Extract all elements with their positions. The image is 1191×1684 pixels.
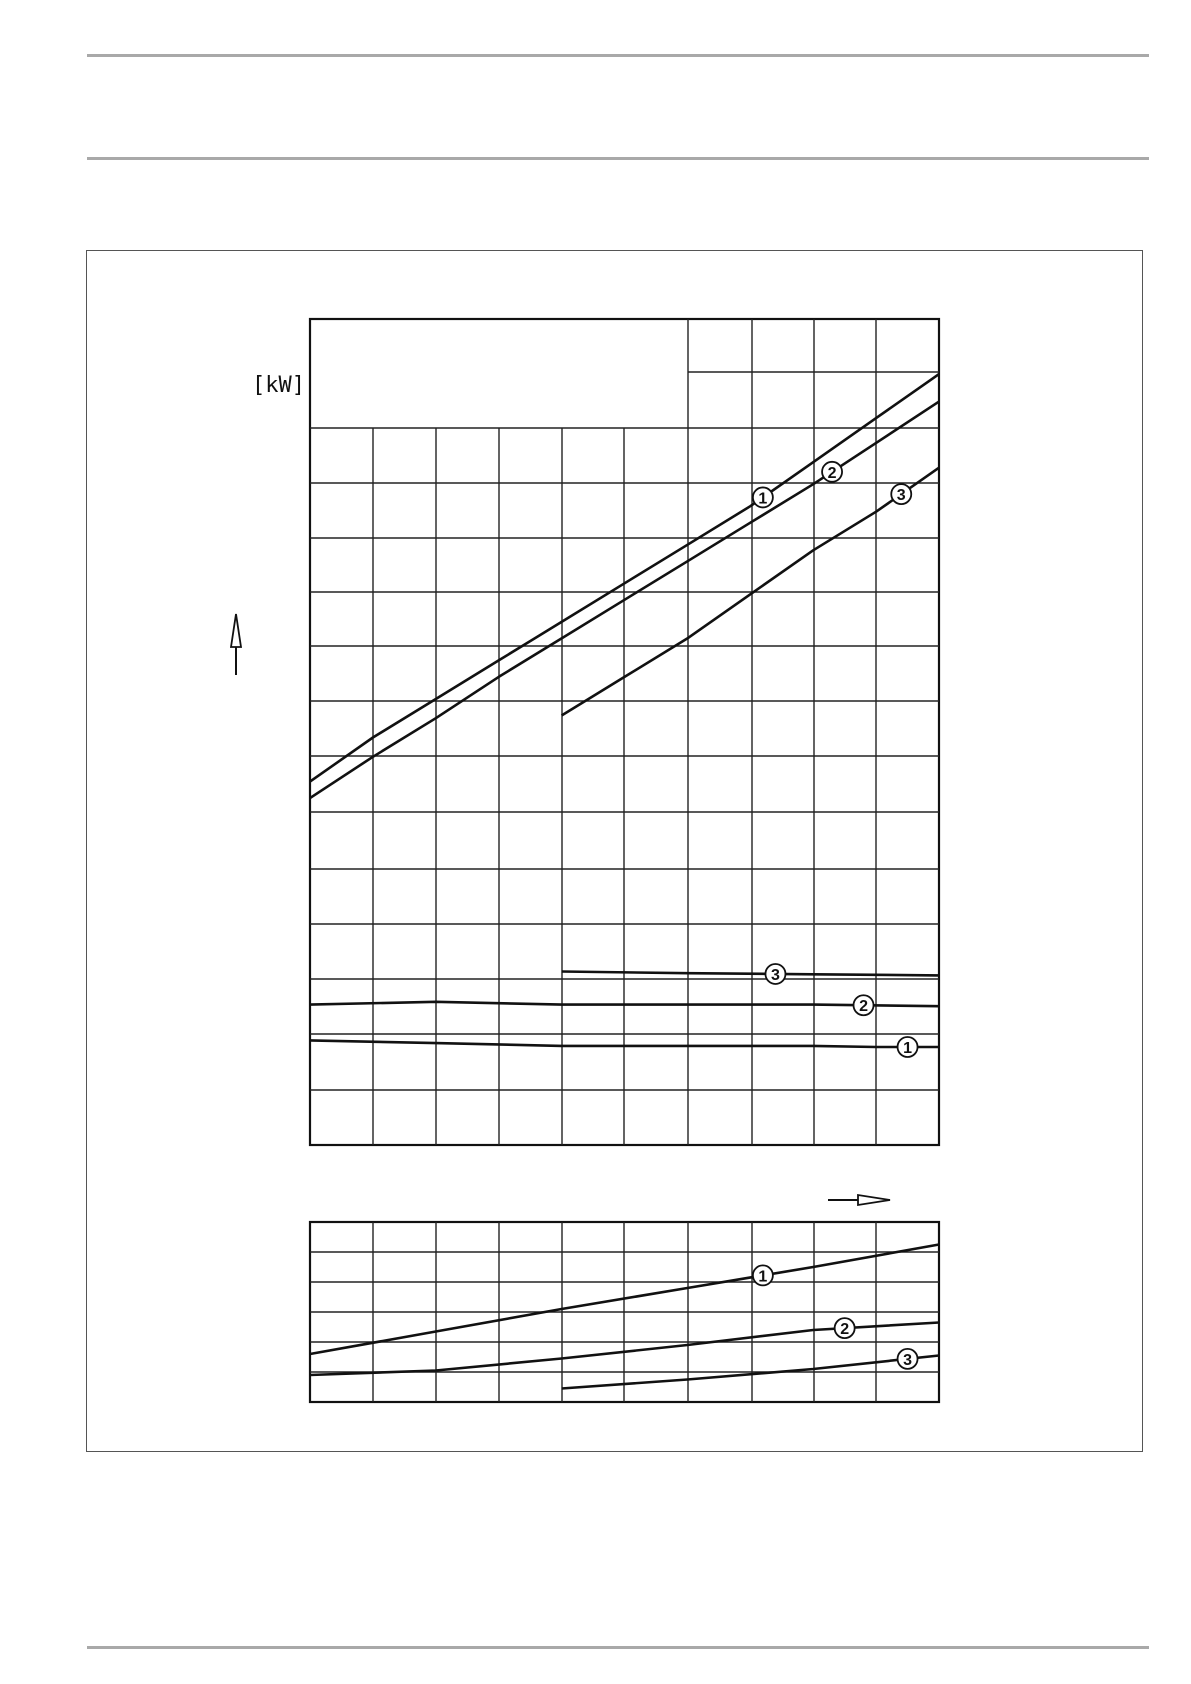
marker-label: 3: [896, 487, 906, 505]
marker-label: 1: [758, 490, 768, 508]
series-marker-2: [822, 462, 842, 482]
series-marker-3: [891, 484, 911, 504]
marker-label: 3: [903, 1351, 913, 1369]
marker-label: 1: [758, 1268, 768, 1286]
arrow-right-icon: [828, 1195, 890, 1205]
marker-label: 2: [859, 998, 868, 1016]
arrow-up-icon: [231, 614, 241, 675]
marker-label: 2: [840, 1321, 850, 1339]
series-marker-2: [835, 1318, 855, 1338]
series-marker-1: [898, 1037, 918, 1057]
marker-label: 3: [771, 966, 780, 984]
marker-label: 1: [903, 1039, 913, 1057]
series-marker-3: [898, 1349, 918, 1369]
lower-chart: [310, 1222, 939, 1402]
series-marker-2: [854, 995, 874, 1015]
upper-chart: [310, 319, 939, 1145]
series-marker-1: [753, 1265, 773, 1285]
series-line-3: [562, 972, 939, 976]
series-marker-3: [765, 964, 785, 984]
unit-label: [kW]: [252, 373, 305, 398]
series-marker-1: [753, 487, 773, 507]
marker-label: 2: [827, 464, 837, 482]
